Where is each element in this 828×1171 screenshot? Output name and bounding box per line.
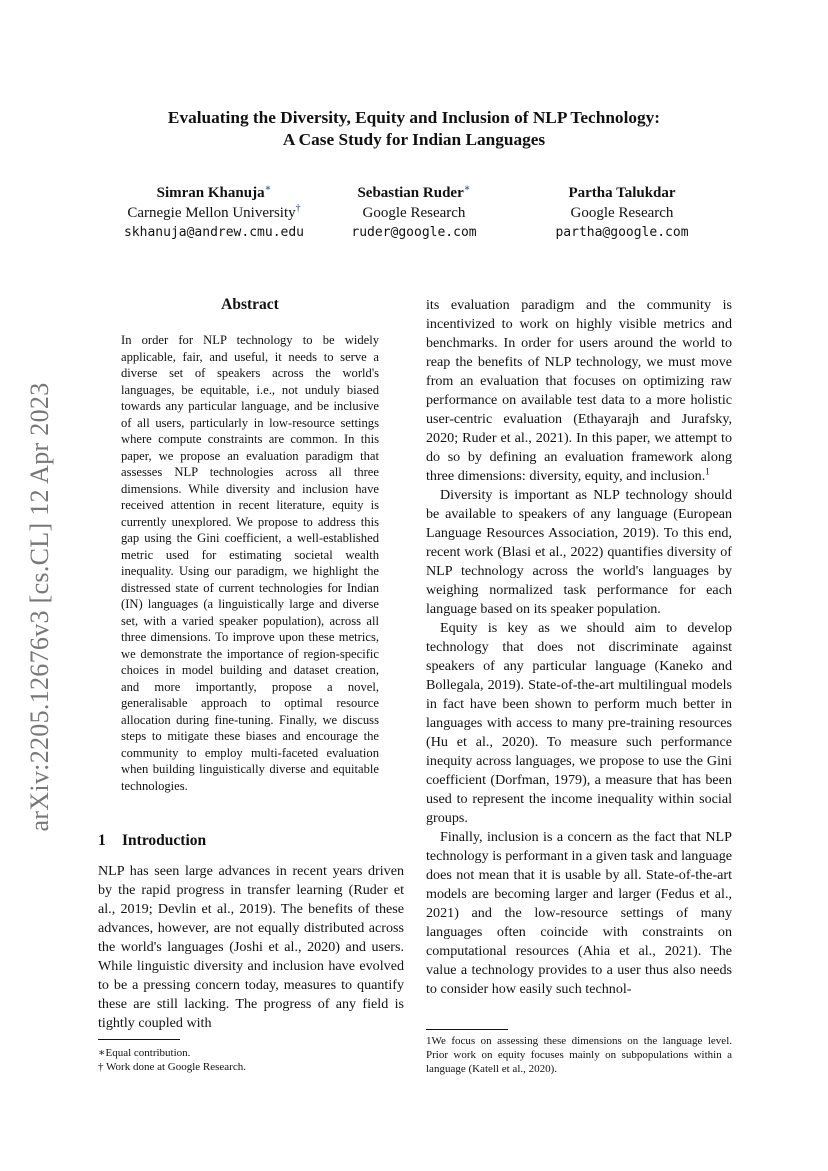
section-title: Introduction — [122, 832, 207, 849]
author-name: Partha Talukdar — [568, 185, 676, 201]
paper-title — [0, 107, 828, 151]
footnote-google-work: † Work done at Google Research. — [98, 1061, 246, 1073]
intro-paragraph: NLP has seen large advances in recent years driven by the rapid progress in transfer learning (Ruder et al., 2019; Devlin et al., 2019). The benefits of these advances, however, are not equally distributed across the world's languages (Joshi et al., 2020) and users. While linguistic diversity and inclusion have evolved to be a pressing concern today, measures to quantify these are still lacking. The progress of any field is tightly coupled with — [98, 863, 404, 1031]
author-3 — [502, 183, 742, 243]
section-heading — [98, 832, 404, 850]
abstract-section — [121, 296, 379, 794]
equal-contribution-mark: ∗ — [264, 183, 272, 194]
arxiv-id: arXiv:2205.12676v3 [cs.CL] 12 Apr 2023 — [25, 382, 54, 832]
paragraph-inclusion: Finally, inclusion is a concern as the fact that NLP technology is performant in a given task and language does not mean that it is usable by all. State-of-the-art models are becoming larger and larger (Fedus et al., 2021) and the low-resource settings of many languages often coincide with constraints on computational resources (Ahia et al., 2021). The value a technology provides to a user thus also needs to consider how easily such technol- — [426, 829, 732, 997]
author-2 — [294, 183, 534, 243]
footnote-rule-right — [426, 1029, 508, 1030]
author-name: Sebastian Ruder — [357, 185, 464, 201]
introduction-right — [426, 296, 732, 999]
title-line-2: A Case Study for Indian Languages — [282, 130, 546, 149]
author-affiliation: Google Research — [362, 205, 466, 221]
abstract-text: In order for NLP technology to be widely applicable, fair, and useful, it needs to serve a diverse set of speakers across the world's languages, be equitable, i.e., not unduly biased towards any particular language, and be inclusive of all users, particularly in low-resource settings where compute constraints are common. In this paper, we propose an evaluation paradigm that assesses NLP technologies across all three dimensions. While diversity and inclusion have received attention in recent literature, equity is currently unexplored. We propose to address this gap using the Gini coefficient, a well-established metric used for estimating societal wealth inequality. Using our paradigm, we highlight the distressed state of current technologies for Indian (IN) languages (a linguistically large and diverse set, with a varied speaker population), across all three dimensions. To improve upon these metrics, we demonstrate the importance of region-specific choices in model building and dataset creation, and more importantly, propose a novel, generalisable approach to optimal resource allocation during fine-tuning. Finally, we discuss steps to mitigate these biases and encourage the community to employ multi-faceted evaluation when building linguistically diverse and equitable technologies. — [121, 333, 379, 793]
affiliation-mark: † — [295, 203, 301, 214]
arxiv-sidebar-stamp — [20, 364, 60, 850]
author-affiliation: Carnegie Mellon University — [127, 205, 296, 221]
abstract-heading: Abstract — [221, 296, 279, 313]
author-affiliation: Google Research — [570, 205, 674, 221]
footnote-right: 1We focus on assessing these dimensions on the language level. Prior work on equity focuses mainly on subpopulations within a language (Katell et al., 2020). — [426, 1035, 732, 1075]
equal-contribution-mark: ∗ — [463, 183, 471, 194]
introduction-left — [98, 832, 404, 1033]
author-email[interactable]: ruder@google.com — [351, 225, 477, 240]
author-name: Simran Khanuja — [156, 185, 265, 201]
paragraph-diversity: Diversity is important as NLP technology should be available to speakers of any language (European Language Resources Association, 2019). To this end, recent work (Blasi et al., 2022) quantifies diversity of NLP technology across the world's languages by weighing normalized task performance for each language based on its speaker population. — [426, 487, 732, 617]
author-email[interactable]: skhanuja@andrew.cmu.edu — [123, 225, 304, 240]
paragraph-evaluation: its evaluation paradigm and the community is incentivized to work on highly visible metrics and benchmarks. In order for users around the world to reap the benefits of NLP technology, we must move from an evaluation that focuses on optimizing raw performance on available test data to a more holistic user-centric evaluation (Ethayarajh and Jurafsky, 2020; Ruder et al., 2021). In this paper, we attempt to do so by defining an evaluation framework along three dimensions: diversity, equity, and inclusion.$^1$ — [426, 297, 732, 484]
author-email[interactable]: partha@google.com — [555, 225, 689, 240]
footnote-left — [98, 1046, 404, 1074]
title-line-1: Evaluating the Diversity, Equity and Inclusion of NLP Technology: — [167, 108, 661, 127]
footnote-equal-contribution: ∗Equal contribution. — [98, 1047, 191, 1059]
paragraph-equity: Equity is key as we should aim to develop technology that does not discriminate against speakers of any particular language (Kaneko and Bollegala, 2019). State-of-the-art multilingual models in fact have been shown to perform much better in languages with access to many pre-training resources (Hu et al., 2020). To measure such performance inequity across languages, we propose to use the Gini coefficient (Dorfman, 1979), a measure that has been used to represent the income inequality within social groups. — [426, 620, 732, 826]
footnote-rule-left — [98, 1039, 180, 1040]
footnote-mark[interactable]: 1 — [705, 466, 710, 477]
section-number: 1 — [98, 832, 106, 849]
